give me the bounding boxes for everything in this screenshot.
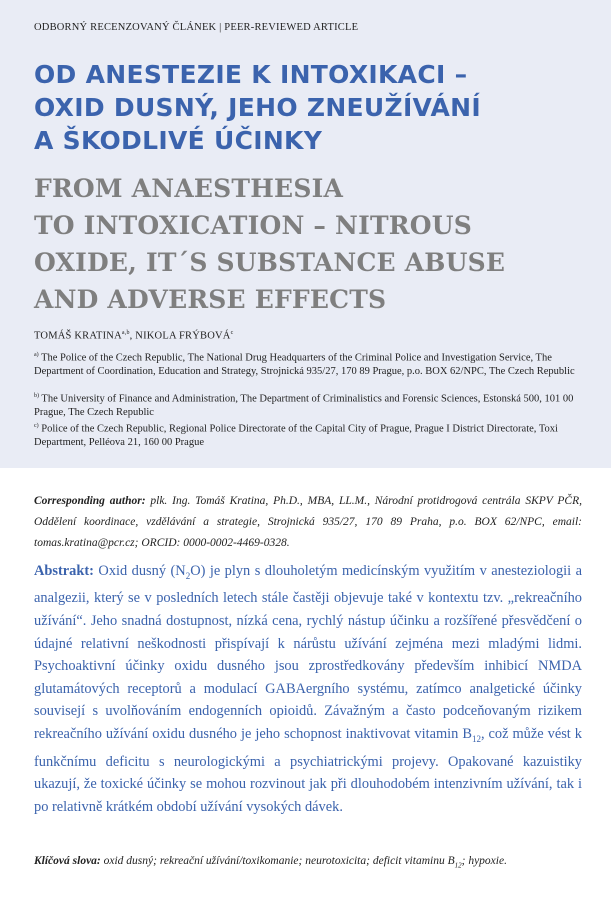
keywords-text: ; hypoxie. — [461, 855, 507, 867]
affiliation-text: The University of Finance and Administration, The Department of Criminalistics and Forensic Sciences, Estonská 500, 101 00 Prague, The Czech Republic — [34, 393, 574, 418]
title-czech — [34, 58, 594, 157]
affiliation-b — [34, 390, 590, 419]
title-english-line: TO INTOXICATION – NITROUS — [34, 211, 472, 240]
abstract-label: Abstrakt: — [34, 563, 94, 579]
keywords-label: Klíčová slova: — [34, 855, 101, 867]
affiliation-c — [34, 420, 590, 449]
title-czech-line: A ŠKODLIVÉ ÚČINKY — [34, 126, 323, 155]
author-name: TOMÁŠ KRATINA — [34, 330, 122, 342]
author-affil-mark: a,b — [121, 330, 130, 336]
abstract-text: Oxid dusný (N — [93, 563, 186, 579]
keywords — [34, 852, 582, 875]
corresponding-author — [34, 491, 582, 554]
abstract-subscript: 2 — [185, 570, 191, 581]
affiliation-text: The Police of the Czech Republic, The National Drug Headquarters of the Criminal Police and Investigation Service, The Department of Coordination, Education and Strategy, Strojnická 935/27, 170 89 Prague, p.o. BOX 62/NPC, The Czech Republic — [34, 352, 575, 377]
abstract-subscript: 12 — [471, 733, 481, 744]
author-separator: , — [129, 330, 136, 342]
title-english — [34, 170, 594, 318]
affiliation-text: Police of the Czech Republic, Regional Police Directorate of the Capital City of Prague, Prague I District Directorate, Toxi Department, Pelléova 21, 160 00 Prague — [34, 423, 558, 448]
title-english-line: FROM ANAESTHESIA — [34, 174, 344, 203]
author-affil-mark: c — [230, 330, 234, 336]
keywords-subscript: 12 — [454, 861, 462, 870]
title-czech-line: OXID DUSNÝ, JEHO ZNEUŽÍVÁNÍ — [34, 93, 481, 122]
authors-line — [34, 330, 233, 342]
corresponding-author-text: plk. Ing. Tomáš Kratina, Ph.D., MBA, LL.M., Národní protidrogová centrála SKPV PČR, Oddělení koordinace, vzdělávání a strategie, Strojnická 935/27, 170 89 Praha, p.o. BOX 62/NPC, email: tomas.kratina@pcr.cz; ORCID: 0000-0002-4469-0328. — [34, 495, 582, 549]
title-czech-line: OD ANESTEZIE K INTOXIKACI – — [34, 60, 468, 89]
affiliation-mark: b) — [34, 393, 39, 399]
affiliation-a — [34, 349, 590, 378]
author-name: NIKOLA FRÝBOVÁ — [135, 330, 231, 342]
title-english-line: AND ADVERSE EFFECTS — [34, 285, 387, 314]
article-type-kicker: ODBORNÝ RECENZOVANÝ ČLÁNEK | PEER-REVIEWED ARTICLE — [34, 22, 359, 33]
abstract-text: O) je plyn s dlouholetým medicínským využitím v anesteziologii a analgezii, který se v posledních letech stále častěji objevuje také v kontextu tzv. „rekreačního užívání“. Jeho snadná dostupnost, nízká cena, rychlý nástup účinku a rozšířené přesvědčení o údajné relativní neškodnosti přispívají k nárůstu užívání zejména mezi mladými lidmi. Psychoaktivní účinky oxidu dusného jsou zprostředkovány především inhibicí NMDA glutamátových receptorů a modulací GABAergního systému, zatímco analgetické účinky souvisejí s uvolňováním endogenních opioidů. Závažným a často podceňovaným rizikem rekreačního užívání oxidu dusného je jeho schopnost inaktivovat vitamin B — [34, 563, 582, 743]
abstract — [34, 560, 582, 818]
affiliation-mark: c) — [34, 423, 39, 429]
keywords-text: oxid dusný; rekreační užívání/toxikomanie; neurotoxicita; deficit vitaminu B — [100, 855, 455, 867]
affiliation-mark: a) — [34, 352, 39, 358]
title-english-line: OXIDE, IT´S SUBSTANCE ABUSE — [34, 248, 506, 277]
corresponding-author-label: Corresponding author: — [34, 495, 146, 507]
abstract-text: , což může vést k funkčnímu deficitu s neurologickými a psychiatrickými projevy. Opakované kazuistiky ukazují, že toxické účinky se mohou rozvinout jak při dlouhodobém intenzivním užívání, tak i po relativně krátkém období užívání vysokých dávek. — [34, 726, 582, 815]
